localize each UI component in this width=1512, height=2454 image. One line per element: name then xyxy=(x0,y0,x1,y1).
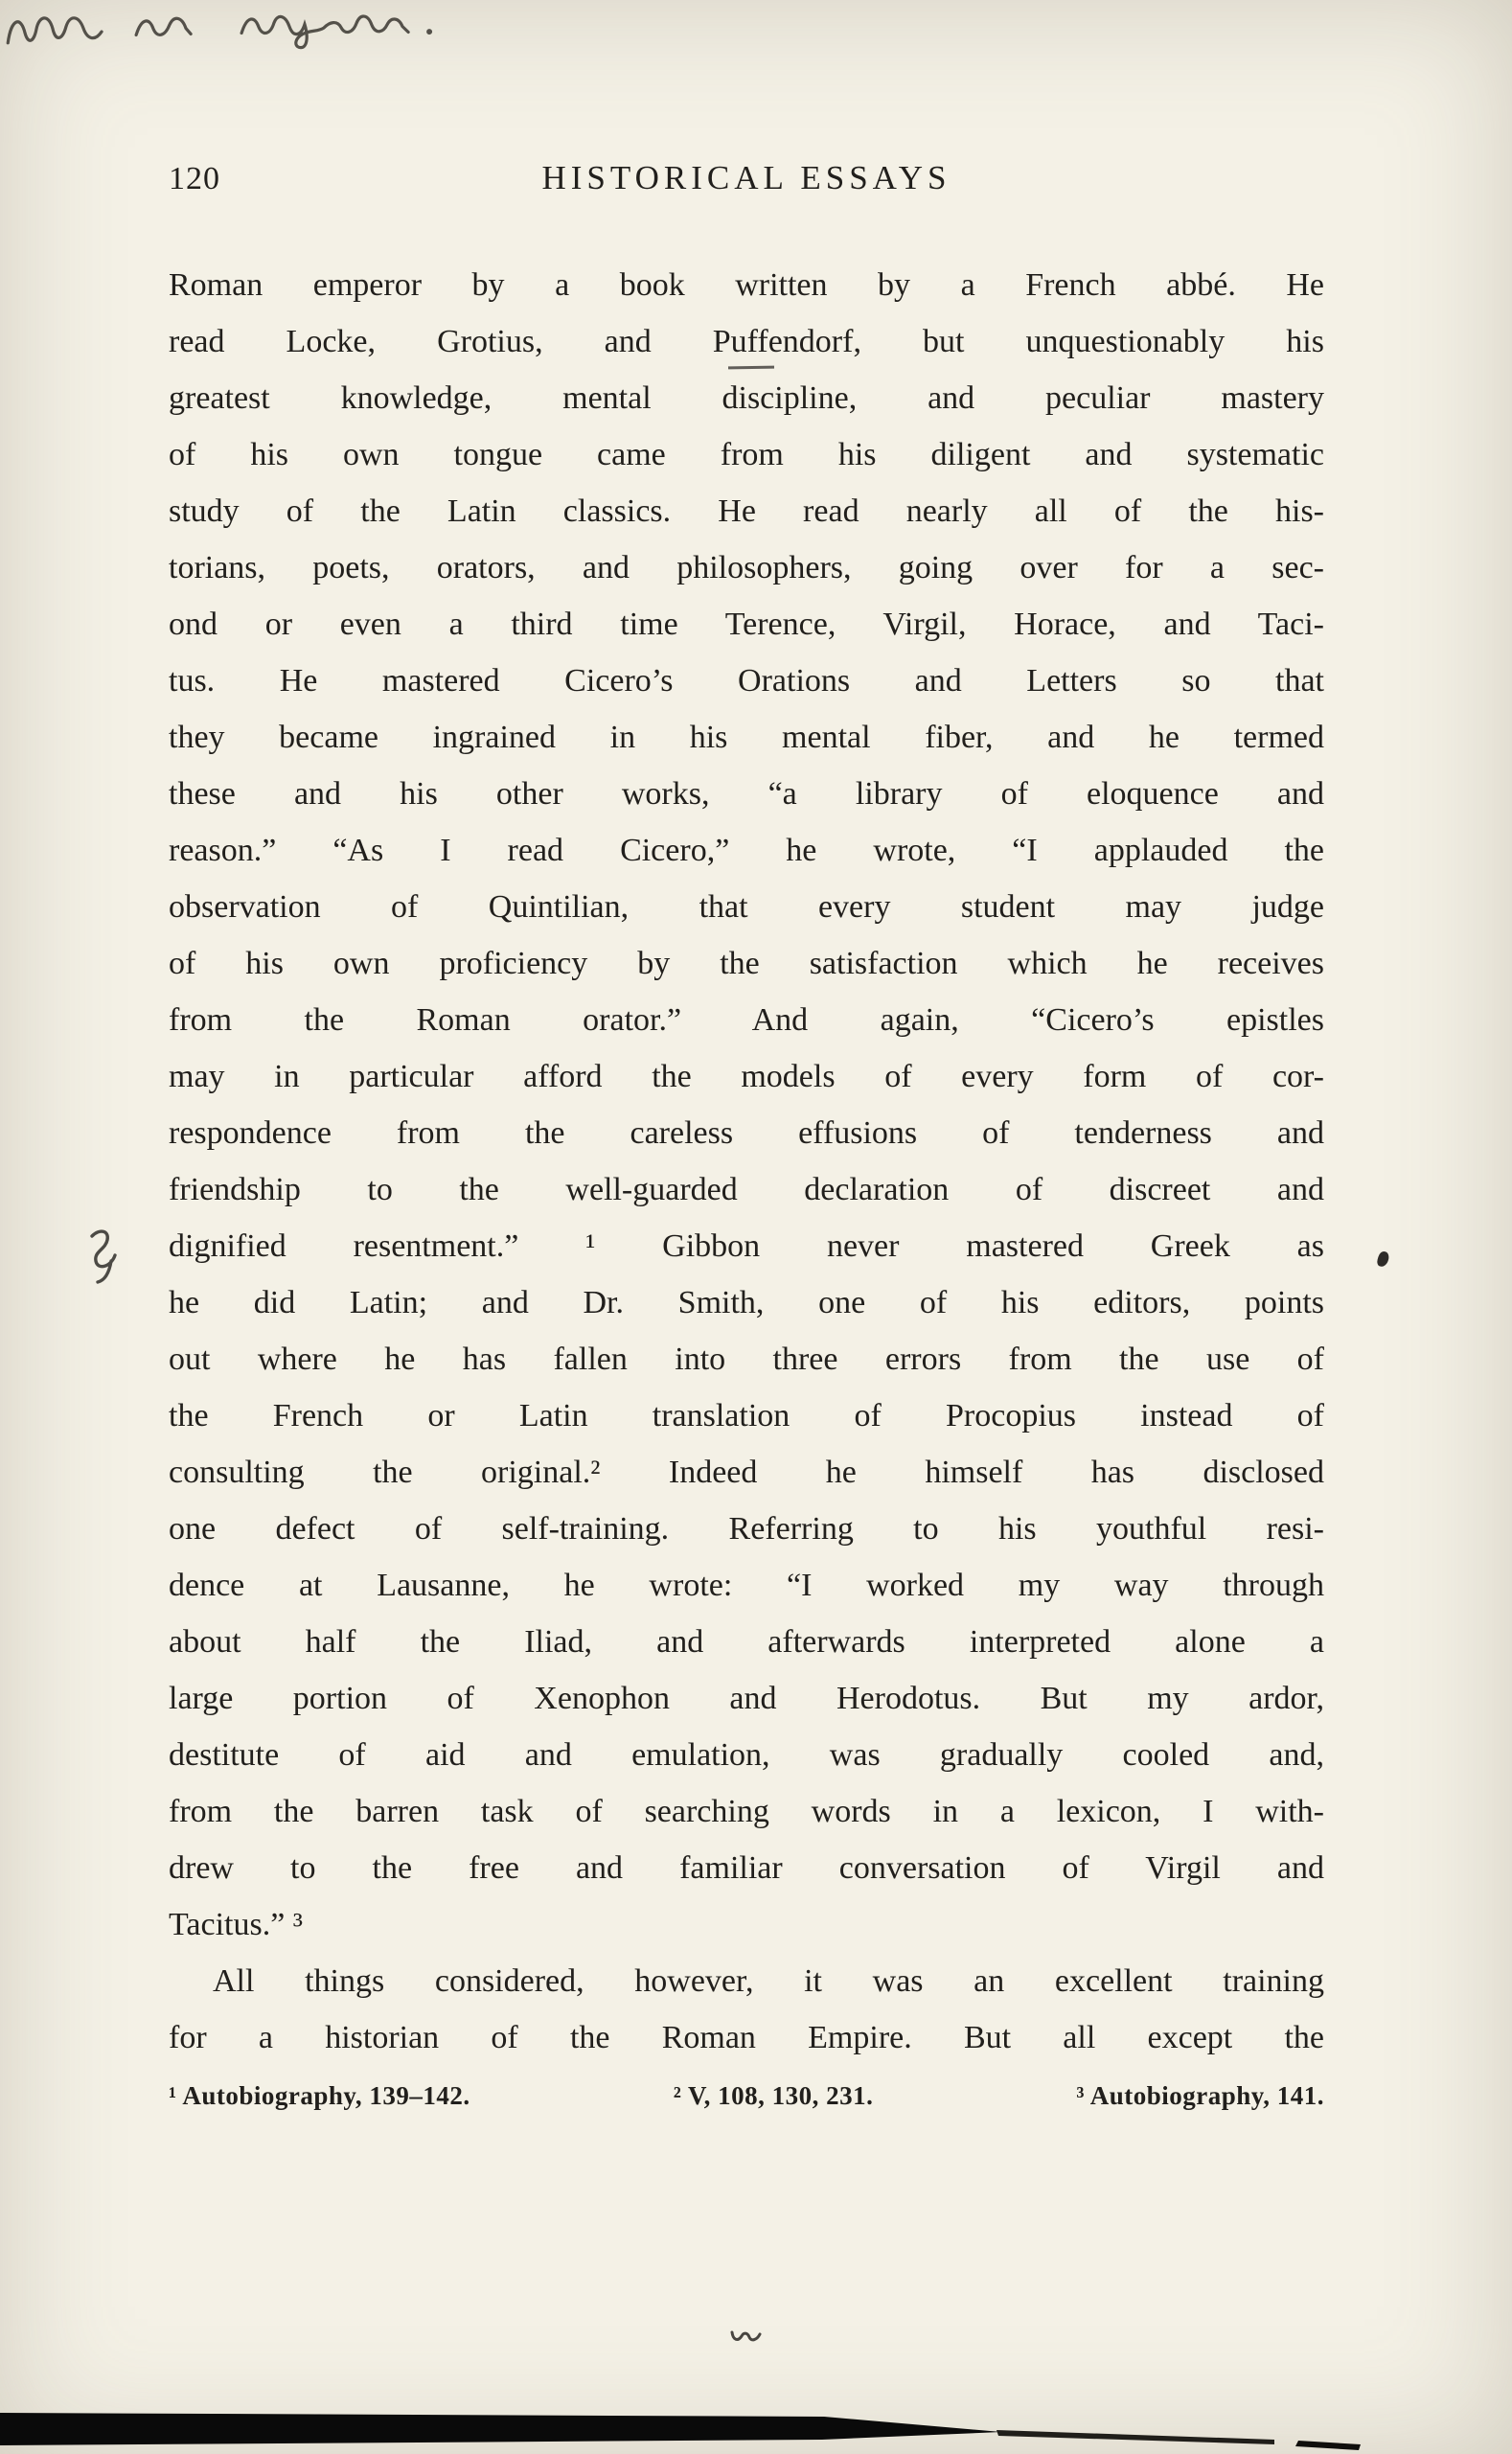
text-line: the French or Latin translation of Procopius instead of xyxy=(169,1398,1324,1433)
text-line: read Locke, Grotius, and Puffendorf, but unquestionably his xyxy=(169,324,1324,359)
text-line: reason.” “As I read Cicero,” he wrote, “I applauded the xyxy=(169,833,1324,868)
scan-artifact-bar-icon xyxy=(0,2405,1512,2454)
small-pen-mark-icon xyxy=(728,2327,767,2348)
text-line: tus. He mastered Cicero’s Orations and Letters so that xyxy=(169,663,1324,699)
text-line: consulting the original.² Indeed he himself has disclosed xyxy=(169,1455,1324,1490)
text-line: from the barren task of searching words in a lexicon, I with- xyxy=(169,1794,1324,1829)
text-line: dence at Lausanne, he wrote: “I worked my way through xyxy=(169,1568,1324,1603)
text-line: out where he has fallen into three errors from the use of xyxy=(169,1342,1324,1377)
text-block xyxy=(169,159,1324,2111)
text-line: large portion of Xenophon and Herodotus. But my ardor, xyxy=(169,1681,1324,1716)
text-line: about half the Iliad, and afterwards interpreted alone a xyxy=(169,1624,1324,1660)
text-line: ond or even a third time Terence, Virgil, Horace, and Taci- xyxy=(169,607,1324,642)
text-line: Roman emperor by a book written by a French abbé. He xyxy=(169,267,1324,303)
footnote-1: ¹ Autobiography, 139–142. xyxy=(169,2081,470,2110)
text-line: Tacitus.” ³ xyxy=(169,1907,303,1942)
text-line: drew to the free and familiar conversation of Virgil and xyxy=(169,1850,1324,1886)
ink-speck xyxy=(1376,1250,1390,1268)
handwritten-margin-mark-icon xyxy=(82,1223,128,1286)
running-header: HISTORICAL ESSAYS xyxy=(541,159,951,196)
text-line: from the Roman orator.” And again, “Cicero’s epistles xyxy=(169,1002,1324,1038)
text-line: destitute of aid and emulation, was gradually cooled and, xyxy=(169,1737,1324,1773)
text-line: for a historian of the Roman Empire. But all except the xyxy=(169,2020,1324,2055)
text-line: he did Latin; and Dr. Smith, one of his editors, points xyxy=(169,1285,1324,1320)
handwriting-scribble-icon xyxy=(2,0,539,58)
text-line: one defect of self-training. Referring to his youthful resi- xyxy=(169,1511,1324,1547)
text-line: friendship to the well-guarded declaration of discreet and xyxy=(169,1172,1324,1207)
text-line: of his own proficiency by the satisfaction which he receives xyxy=(169,946,1324,981)
page-header xyxy=(169,159,1324,207)
text-line: dignified resentment.” ¹ Gibbon never mastered Greek as xyxy=(169,1228,1324,1264)
text-line: observation of Quintilian, that every student may judge xyxy=(169,889,1324,925)
text-line: these and his other works, “a library of eloquence and xyxy=(169,776,1324,812)
body-text xyxy=(169,257,1324,2066)
text-line: of his own tongue came from his diligent and systematic xyxy=(169,437,1324,472)
page-number: 120 xyxy=(169,161,220,196)
footnotes-row xyxy=(169,2081,1324,2111)
text-line: torians, poets, orators, and philosophers, going over for a sec- xyxy=(169,550,1324,585)
footnote-2: ² V, 108, 130, 231. xyxy=(673,2081,874,2110)
footnote-3: ³ Autobiography, 141. xyxy=(1076,2081,1324,2110)
text-line: may in particular afford the models of every form of cor- xyxy=(169,1059,1324,1094)
text-line: study of the Latin classics. He read nearly all of the his- xyxy=(169,493,1324,529)
text-line: they became ingrained in his mental fiber, and he termed xyxy=(169,720,1324,755)
text-line: greatest knowledge, mental discipline, and peculiar mastery xyxy=(169,380,1324,416)
text-line: respondence from the careless effusions of tenderness and xyxy=(169,1115,1324,1151)
text-line: All things considered, however, it was an excellent training xyxy=(213,1963,1324,1999)
